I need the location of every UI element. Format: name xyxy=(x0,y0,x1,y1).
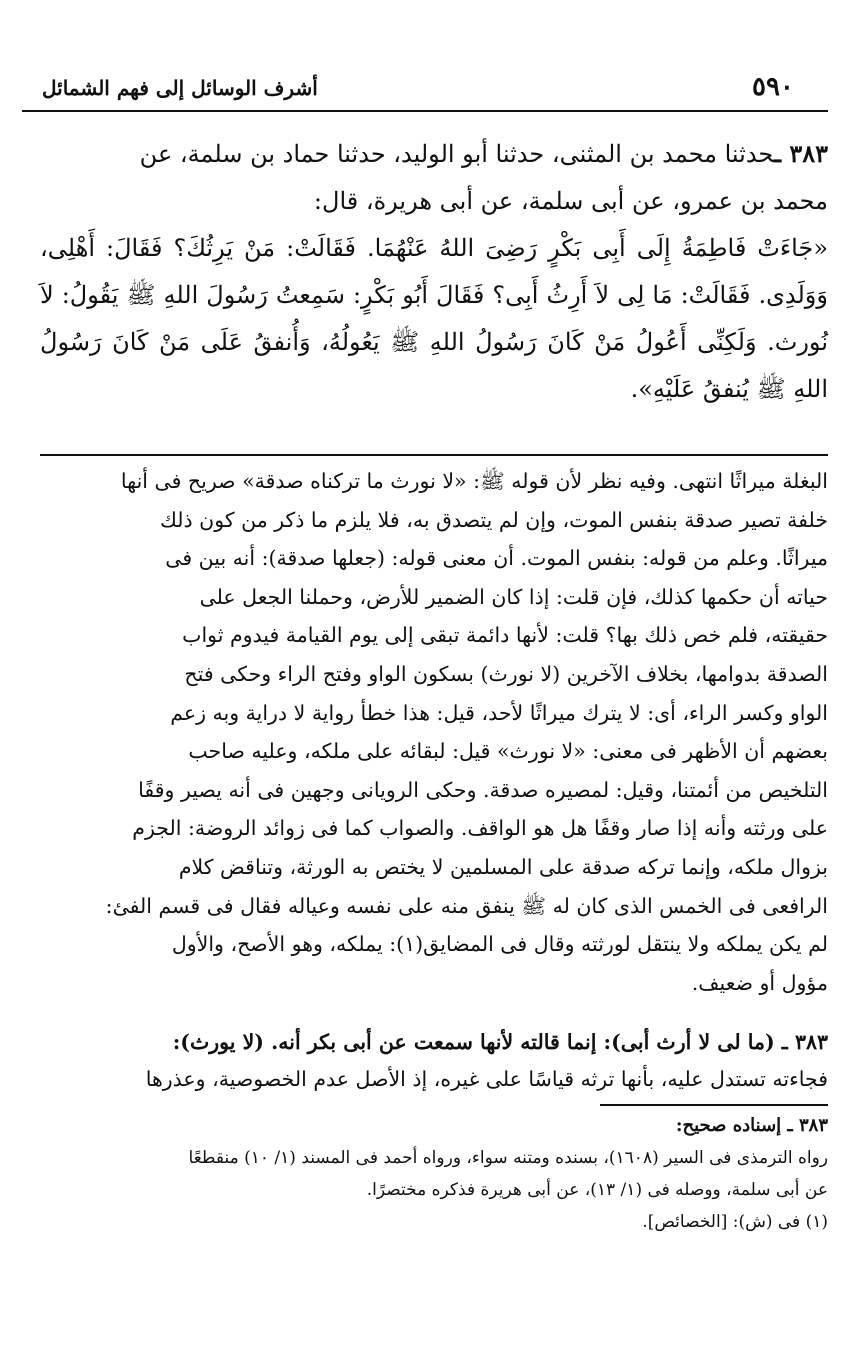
hadith-matn: «جَاءَتْ فَاطِمَةُ إِلَى أَبِى بَكْرٍ رَضِىَ اللهُ عَنْهُمَا. فَقَالَتْ: مَنْ يَرِثُكَ؟ فَقَالَ: أَهْلِى، وَوَلَدِى. فَقَالَتْ: مَا لِى لاَ أَرِثُ أَبِى؟ فَقَالَ أَبُو بَكْرٍ: سَمِعتُ رَسُولَ اللهِ ﷺ يَقُولُ: لاَ نُورث. وَلَكِنِّى أَعُولُ مَنْ كَانَ رَسُولُ اللهِ ﷺ يَعُولُهُ، وَأُنفقُ عَلَى مَنْ كَانَ رَسُولُ اللهِ ﷺ يُنفقُ عَلَيْهِ». xyxy=(40,234,828,403)
page-number: ٥٩٠ xyxy=(752,72,794,102)
footnote-line: (١) فى (ش): [الخصائص]. xyxy=(642,1212,828,1232)
commentary-text xyxy=(40,462,828,1002)
page-header xyxy=(22,70,828,112)
commentary-line: التلخيص من أئمتنا، وقيل: لمصيره صدقة. وحكى الرويانى وجهين فى أنه يصير وقفًا xyxy=(138,777,828,802)
commentary-line: الواو وكسر الراء، أى: لا يترك ميراثًا لأحد، قيل: هذا خطأ رواية لا دراية وبه زعم xyxy=(170,700,828,725)
commentary-line: حقيقته، فلم خص ذلك بها؟ قلت: لأنها دائمة تبقى إلى يوم القيامة فيدوم ثواب xyxy=(182,623,828,648)
commentary-line: بعضهم أن الأظهر فى معنى: «لا نورث» قيل: لبقائه على ملكه، وعليه صاحب xyxy=(188,739,828,764)
hadith-isnad-line-2: محمد بن عمرو، عن أبى سلمة، عن أبى هريرة، قال: xyxy=(313,187,828,215)
hadith-isnad-line-1: حدثنا محمد بن المثنى، حدثنا أبو الوليد، حدثنا حماد بن سلمة، عن xyxy=(139,140,774,168)
hadith-text xyxy=(40,130,828,413)
footnote-heading: ٣٨٣ ـ إسناده صحيح: xyxy=(675,1115,828,1136)
section-divider xyxy=(40,454,828,456)
commentary-line: مؤول أو ضعيف. xyxy=(691,970,828,995)
sharh-line: فجاءته تستدل عليه، بأنها ترثه قياسًا على غيره، إذ الأصل عدم الخصوصية، وعذرها xyxy=(145,1067,828,1091)
commentary-line: البغلة ميراثًا انتهى. وفيه نظر لأن قوله ﷺ: «لا نورث ما تركناه صدقة» صريح فى أنها xyxy=(120,469,828,493)
commentary-line: على ورثته وأنه إذا صار وقفًا هل هو الواقف. والصواب كما فى زوائد الروضة: الجزم xyxy=(132,816,828,841)
commentary-line: لم يكن يملكه ولا ينتقل لورثته وقال فى المضايق(١): يملكه، وهو الأصح، والأول xyxy=(171,932,828,957)
commentary-line: الرافعى فى الخمس الذى كان له ﷺ ينفق منه على نفسه وعياله فقال فى قسم الفئ: xyxy=(105,893,828,918)
sharh-text xyxy=(40,1024,828,1098)
commentary-line: بزوال ملكه، وإنما تركه صدقة على المسلمين لا يختص به الورثة، وتناقض كلام xyxy=(178,854,828,879)
commentary-line: الصدقة بدوامها، بخلاف الآخرين (لا نورث) بسكون الواو وفتح الراء وحكى فتح xyxy=(184,661,828,686)
footnote-line: رواه الترمذى فى السير (١٦٠٨)، بسنده ومتنه سواء، ورواه أحمد فى المسند (١/ ١٠) منقطعًا xyxy=(188,1148,828,1168)
hadith-number: ٣٨٣ ـ xyxy=(773,139,828,168)
footnote-line: عن أبى سلمة، ووصله فى (١/ ١٣)، عن أبى هريرة فذكره مختصرًا. xyxy=(366,1180,828,1200)
commentary-line: ميراثًا. وعلم من قوله: بنفس الموت. أن معنى قوله: (جعلها صدقة): أنه بين فى xyxy=(165,546,828,571)
commentary-line: حياته أن حكمها كذلك، فإن قلت: إذا كان الضمير للأرض، وحملنا الجعل على xyxy=(199,584,828,609)
book-title: أشرف الوسائل إلى فهم الشمائل xyxy=(42,76,318,100)
footnotes xyxy=(40,1110,828,1238)
sharh-line: ٣٨٣ ـ (ما لى لا أرث أبى): إنما قالته لأنها سمعت عن أبى بكر أنه. (لا يورث): xyxy=(172,1030,828,1054)
footnote-divider xyxy=(600,1104,828,1106)
commentary-line: خلفة تصير صدقة بنفس الموت، وإن لم يتصدق به، فلا يلزم ما ذكر من كون ذلك xyxy=(160,507,828,532)
